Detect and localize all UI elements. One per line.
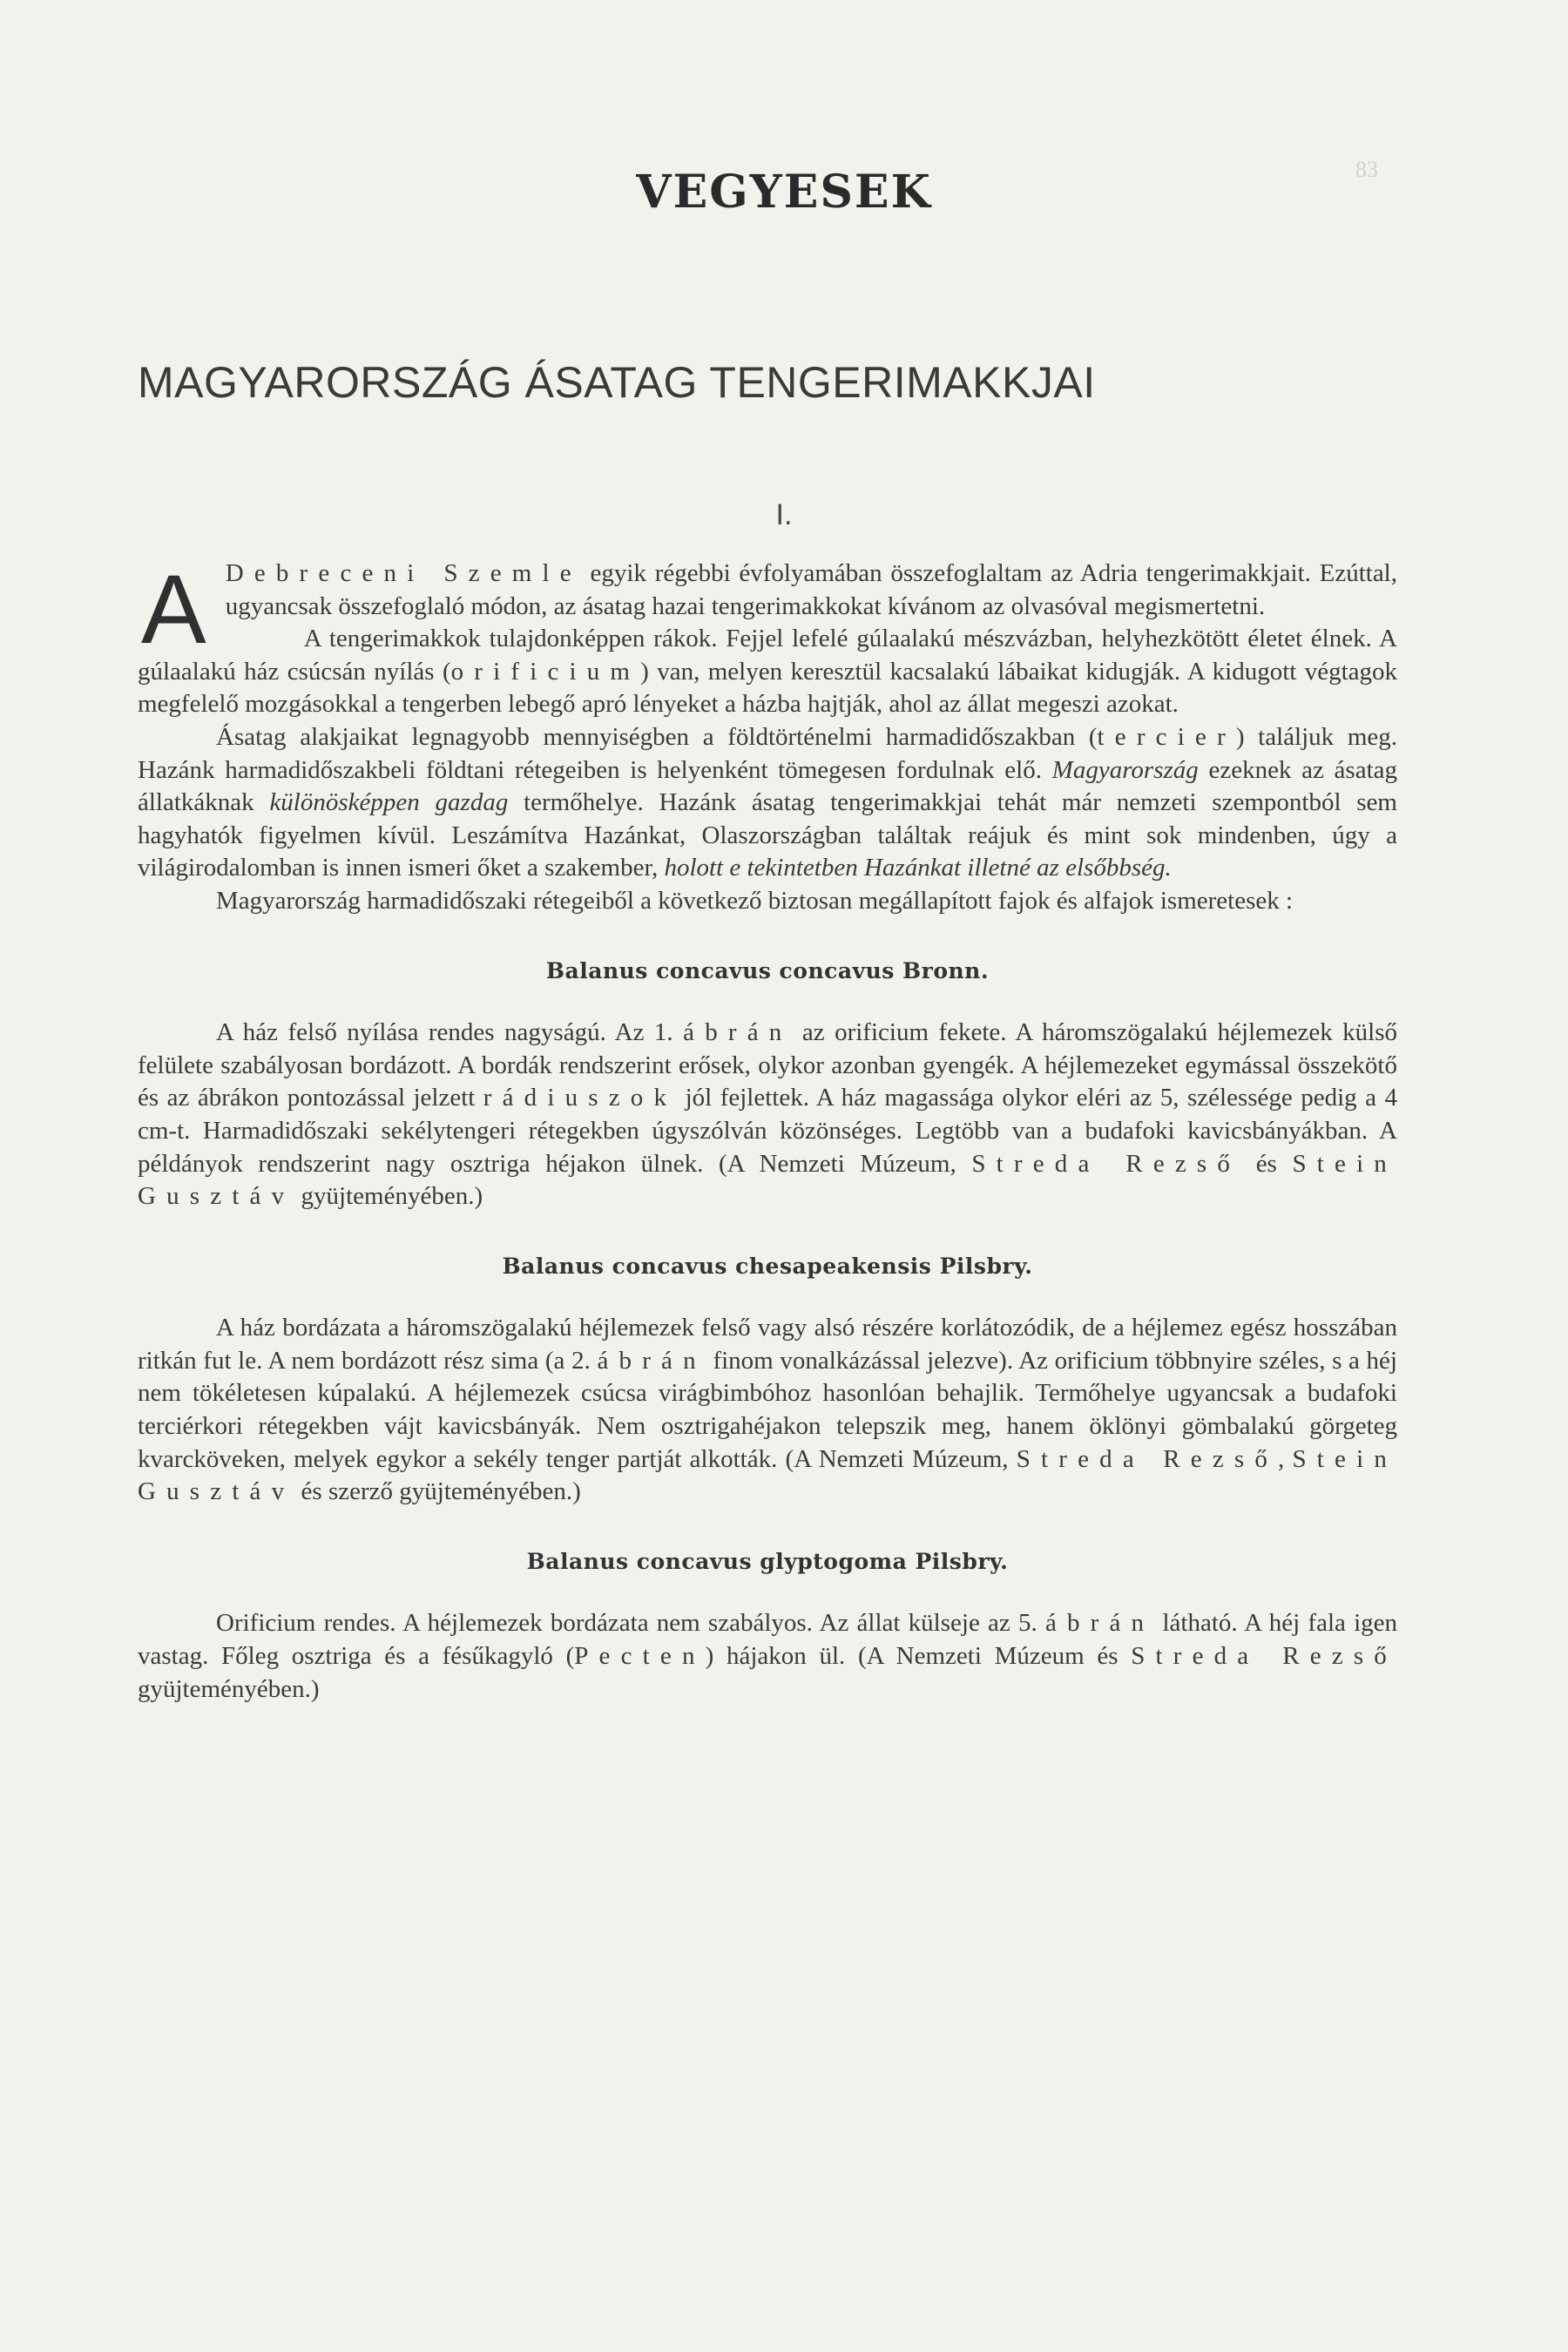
term-tercier: tercier (1097, 722, 1236, 751)
collector-name: Streda Rezső (971, 1149, 1241, 1178)
species-heading: Balanus concavus glyptogoma Pilsbry. (526, 1548, 1009, 1574)
collector-name: Stein Gusztáv (138, 1149, 1397, 1211)
text-run: az orificium fekete. A háromszögalakú héjlemezek külső felülete szabályosan bordázott. A bordák rendszerint erősek, olykor azonban gyengék. A héjlemezeket egymással összekötő és az ábrákon pontozással jelzett (138, 1018, 1397, 1112)
spaced-term: Pecten (574, 1642, 706, 1671)
intro-paragraph-2 (138, 623, 1397, 721)
intro-paragraph-4: Magyarország harmadidőszaki rétegeiből a következő biztosan megállapított fajok és alfajok ismeretesek : (216, 886, 1294, 915)
species-heading: Balanus concavus chesapeakensis Pilsbry. (502, 1253, 1033, 1279)
collector-name: Streda Rezső (1016, 1444, 1279, 1473)
species-description (138, 1017, 1397, 1213)
article-title: MAGYARORSZÁG ÁSATAG TENGERIMAKKJAI (138, 358, 1096, 407)
collector-name: Streda Rezső (1131, 1642, 1397, 1671)
text-run: , (1278, 1444, 1293, 1473)
intro-paragraph-3 (138, 721, 1397, 885)
article-body (138, 555, 1398, 1706)
text-run: gyüjteményében.) (294, 1182, 483, 1211)
species-description (138, 1607, 1397, 1706)
text-run: Orificium rendes. A héjlemezek bordázata nem szabályos. Az állat külseje az 5. (216, 1609, 1045, 1638)
species-heading: Balanus concavus concavus Bronn. (545, 957, 990, 983)
drop-cap: A (141, 555, 206, 664)
spaced-term: ábrán (683, 1018, 793, 1047)
text-run: finom vonalkázással jelezve). Az orificium többnyire széles, s a héj nem tökéletesen kúpalakú. A héjlemezek csúcsa virágbimbóhoz hasonlóan behajlik. Termőhelye ugyancsak a budafoki terciérkori rétegekben vájt kavicsbányák. Nem osztrigahéjakon telepszik meg, hanem öklönyi gömbalakú görgeteg kvarcköveken, melyek egykor a sekély tenger partját alkották. (A Nemzeti Múzeum, (138, 1346, 1397, 1473)
spaced-term: rádiuszok (483, 1084, 678, 1112)
text-run: A ház felső nyílása rendes nagyságú. Az 1. (216, 1018, 684, 1047)
intro-text: egyik régebbi évfolyamában összefoglaltam az Adria tengerimakkjait. Ezúttal, ugyancsak összefoglaló módon, az ásatag hazai tengerimakkokat kívánom az olvasóval megismertetni. (225, 559, 1397, 620)
text-run: jól fejlettek. A ház magassága olykor eléri az 5, szélessége pedig a 4 cm-t. Harmadidőszaki sekélytengeri rétegekben úgyszólván közönséges. Legtöbb van a budafoki kavicsbányákban. A példányok rendszerint nagy osztriga héjakon ülnek. (A Nemzeti Múzeum, (138, 1084, 1397, 1178)
journal-name: Debreceni Szemle (225, 559, 582, 587)
collector-name: Stein Gusztáv (138, 1444, 1398, 1506)
text-run: A tengerimakkok tulajdonképpen rákok. Fejjel lefelé gúlaalakú mészvázban, helyhezkötött életet élnek. A gúlaalakú ház csúcsán nyílás ( (138, 625, 1397, 686)
part-numeral: I. (775, 498, 793, 531)
text-run: és (1240, 1149, 1293, 1178)
text-run: ) van, melyen keresztül kacsalakú lábaikat kidugják. A kidugott végtagok megfelelő mozgásokkal a tengerben lebegő apró lényeket a házba hajtják, ahol az állat megeszi azokat. (138, 657, 1397, 719)
text-run: A ház bordázata a háromszögalakú héjlemezek felső vagy alsó részére korlátozódik, de a héjlemez egész hosszában ritkán fut le. A nem bordázott rész sima (a 2. (138, 1314, 1397, 1375)
text-run: ) találjuk meg. Hazánk harmadidőszakbeli földtani rétegeiben is helyenként tömegesen fordulnak elő. (138, 722, 1397, 784)
page-number: 83 (1355, 157, 1378, 182)
emphasis: Magyarország (1051, 755, 1199, 784)
text-run: ) hájakon ül. (A Nemzeti Múzeum és (705, 1642, 1132, 1671)
section-title: VEGYESEK (636, 166, 932, 219)
text-run: termőhelye. Hazánk ásatag tengerimakkjai tehát már nemzeti szempontból sem hagyhatók figyelmen kívül. Leszámítva Hazánkat, Olaszországban találtak reájuk és mint sok mindenben, úgy a világirodalomban is innen ismeri őket a szakember, (138, 788, 1397, 882)
spaced-term: ábrán (597, 1346, 706, 1375)
species-description (138, 1312, 1397, 1509)
text-run: látható. A héj fala igen vastag. Főleg osztriga és a fésűkagyló ( (138, 1609, 1398, 1671)
term-orificium: orificium (450, 657, 641, 686)
text-run: és szerző gyüjteményében.) (294, 1477, 581, 1506)
text-run: Ásatag alakjaikat legnagyobb mennyiségben a földtörténelmi harmadidőszakban ( (216, 722, 1098, 751)
text-run: ezeknek az ásatag állatkáknak (138, 755, 1398, 817)
emphasis: különösképpen gazdag (269, 788, 509, 817)
text-run: gyüjteményében.) (138, 1674, 320, 1703)
emphasis: holott e tekintetben Hazánkat illetné az elsőbbség. (664, 854, 1172, 882)
spaced-term: ábrán (1044, 1609, 1155, 1638)
